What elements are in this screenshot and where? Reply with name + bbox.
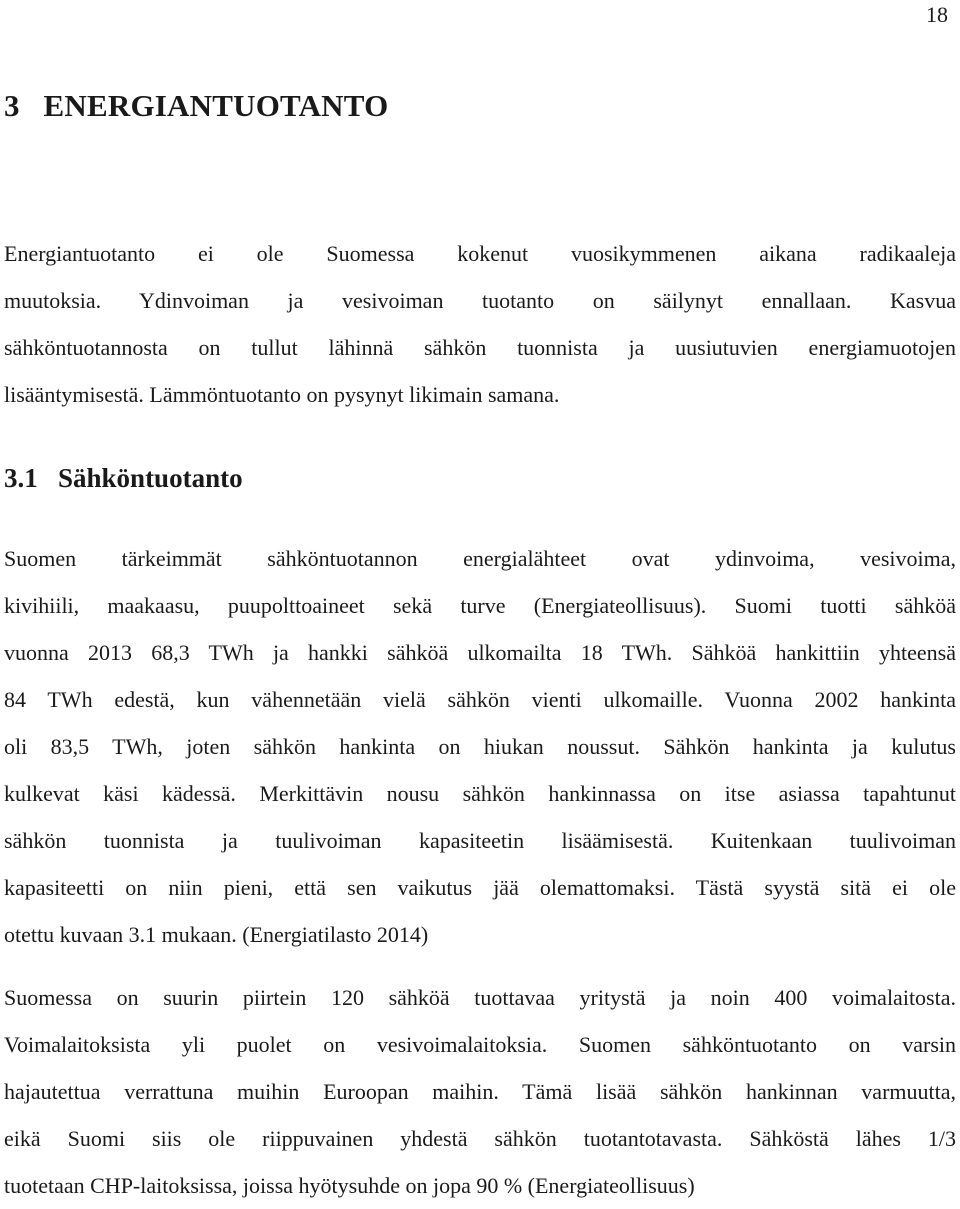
paragraph-line: Suomessa on suurin piirtein 120 sähköä tuottavaa yritystä ja noin 400 voimalaitosta. [4,985,956,1010]
paragraph-line: vuonna 2013 68,3 TWh ja hankki sähköä ulkomailta 18 TWh. Sähköä hankittiin yhteensä [4,640,956,665]
paragraph-line: muutoksia. Ydinvoiman ja vesivoiman tuotanto on säilynyt ennallaan. Kasvua [4,288,956,313]
paragraph-line: Voimalaitoksista yli puolet on vesivoimalaitoksia. Suomen sähköntuotanto on varsin [4,1032,956,1057]
paragraph-line: 84 TWh edestä, kun vähennetään vielä sähkön vienti ulkomaille. Vuonna 2002 hankinta [4,687,956,712]
page-number: 18 [926,2,948,27]
paragraph-line: oli 83,5 TWh, joten sähkön hankinta on hiukan noussut. Sähkön hankinta ja kulutus [4,734,956,759]
paragraph-line: Suomen tärkeimmät sähköntuotannon energialähteet ovat ydinvoima, vesivoima, [4,546,956,571]
electricity-production-paragraph [4,535,956,958]
paragraph-line: lisääntymisestä. Lämmöntuotanto on pysynyt likimain samana. [4,382,560,407]
paragraph-line: sähkön tuonnista ja tuulivoiman kapasiteetin lisäämisestä. Kuitenkaan tuulivoiman [4,828,956,853]
paragraph-line: eikä Suomi siis ole riippuvainen yhdestä sähkön tuotantotavasta. Sähköstä lähes 1/3 [4,1126,956,1151]
paragraph-line: kulkevat käsi kädessä. Merkittävin nousu sähkön hankinnassa on itse asiassa tapahtunut [4,781,956,806]
paragraph-line: Energiantuotanto ei ole Suomessa kokenut vuosikymmenen aikana radikaaleja [4,241,956,266]
power-plants-paragraph [4,974,956,1209]
paragraph-line: sähköntuotannosta on tullut lähinnä sähkön tuonnista ja uusiutuvien energiamuotojen [4,335,956,360]
paragraph-line: kapasiteetti on niin pieni, että sen vaikutus jää olemattomaksi. Tästä syystä sitä ei ole [4,875,956,900]
paragraph-line: otettu kuvaan 3.1 mukaan. (Energiatilasto 2014) [4,922,429,947]
paragraph-line: tuotetaan CHP-laitoksissa, joissa hyötysuhde on jopa 90 % (Energiateollisuus) [4,1173,695,1198]
section-heading: 3.1 Sähköntuotanto [4,463,243,493]
paragraph-line: hajautettua verrattuna muihin Euroopan maihin. Tämä lisää sähkön hankinnan varmuutta, [4,1079,956,1104]
paragraph-line: kivihiili, maakaasu, puupolttoaineet sekä turve (Energiateollisuus). Suomi tuotti sähköä [4,593,956,618]
chapter-heading: 3 ENERGIANTUOTANTO [4,88,389,123]
intro-paragraph [4,230,956,418]
